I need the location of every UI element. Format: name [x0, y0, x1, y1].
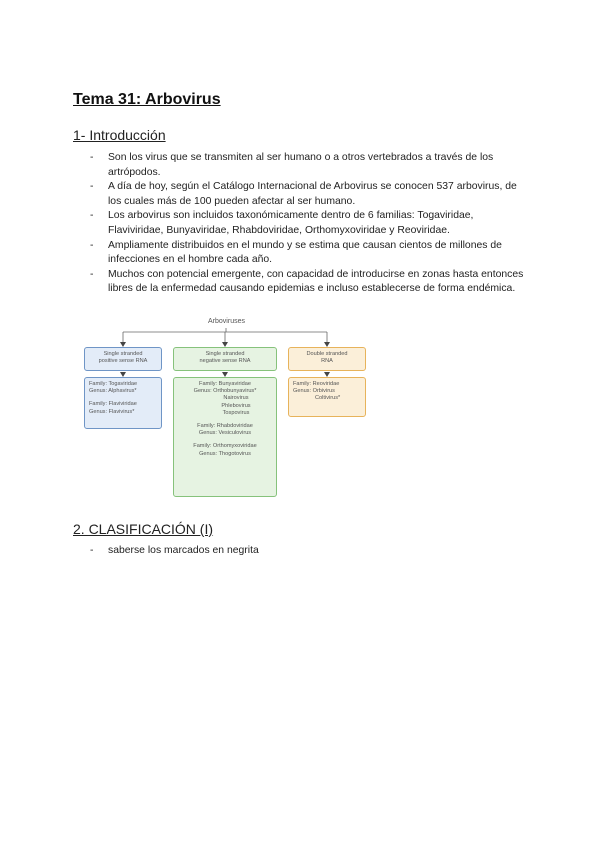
list-item: - Los arbovirus son incluidos taxonómicamente dentro de 6 familias: Togaviridae, Flaviviridae, Bunyaviridae, Rhabdoviridae, Orthomyxoviridae y Reoviridae.: [88, 209, 528, 238]
section-heading-introduccion: 1- Introducción: [73, 127, 166, 143]
intro-bullet-list: [88, 151, 528, 297]
arbovirus-classification-diagram: [84, 318, 369, 498]
list-item: - Muchos con potencial emergente, con capacidad de introducirse en zonas hasta entonces libres de la enfermedad causando epidemias e incluso establecerse de forma endémica.: [88, 268, 528, 297]
ssrna-positive-header: Single stranded positive sense RNA: [84, 347, 162, 371]
diagram-root-label: Arboviruses: [208, 318, 245, 325]
ssrna-negative-families: Family: Bunyaviridae Genus: Orthobunyavirus* Nairovirus Phlebovirus Tospovirus Family: Rhabdoviridae Genus: Vesiculovirus Family: Orthomyxoviridae Genus: Thogotovirus: [173, 377, 277, 497]
dsrna-families: Family: Reoviridae Genus: Orbivirus Coltivirus*: [288, 377, 366, 417]
dsrna-header: Double stranded RNA: [288, 347, 366, 371]
list-item: - saberse los marcados en negrita: [88, 544, 528, 559]
clasificacion-bullet-list: [88, 544, 528, 559]
list-item: - Son los virus que se transmiten al ser humano o a otros vertebrados a través de los artrópodos.: [88, 151, 528, 180]
ssrna-positive-families: Family: Togaviridae Genus: Alphavirus* Family: Flaviviridae Genus: Flavivirus*: [84, 377, 162, 429]
list-item: - A día de hoy, según el Catálogo Internacional de Arbovirus se conocen 537 arbovirus, de los cuales más de 100 pueden afectar al ser humano.: [88, 180, 528, 209]
section-heading-clasificacion: 2. CLASIFICACIÓN (I): [73, 521, 214, 537]
page-title: Tema 31: Arbovirus: [73, 91, 221, 108]
list-item: - Ampliamente distribuidos en el mundo y se estima que causan cientos de millones de infecciones en el hombre cada año.: [88, 239, 528, 268]
ssrna-negative-header: Single stranded negative sense RNA: [173, 347, 277, 371]
